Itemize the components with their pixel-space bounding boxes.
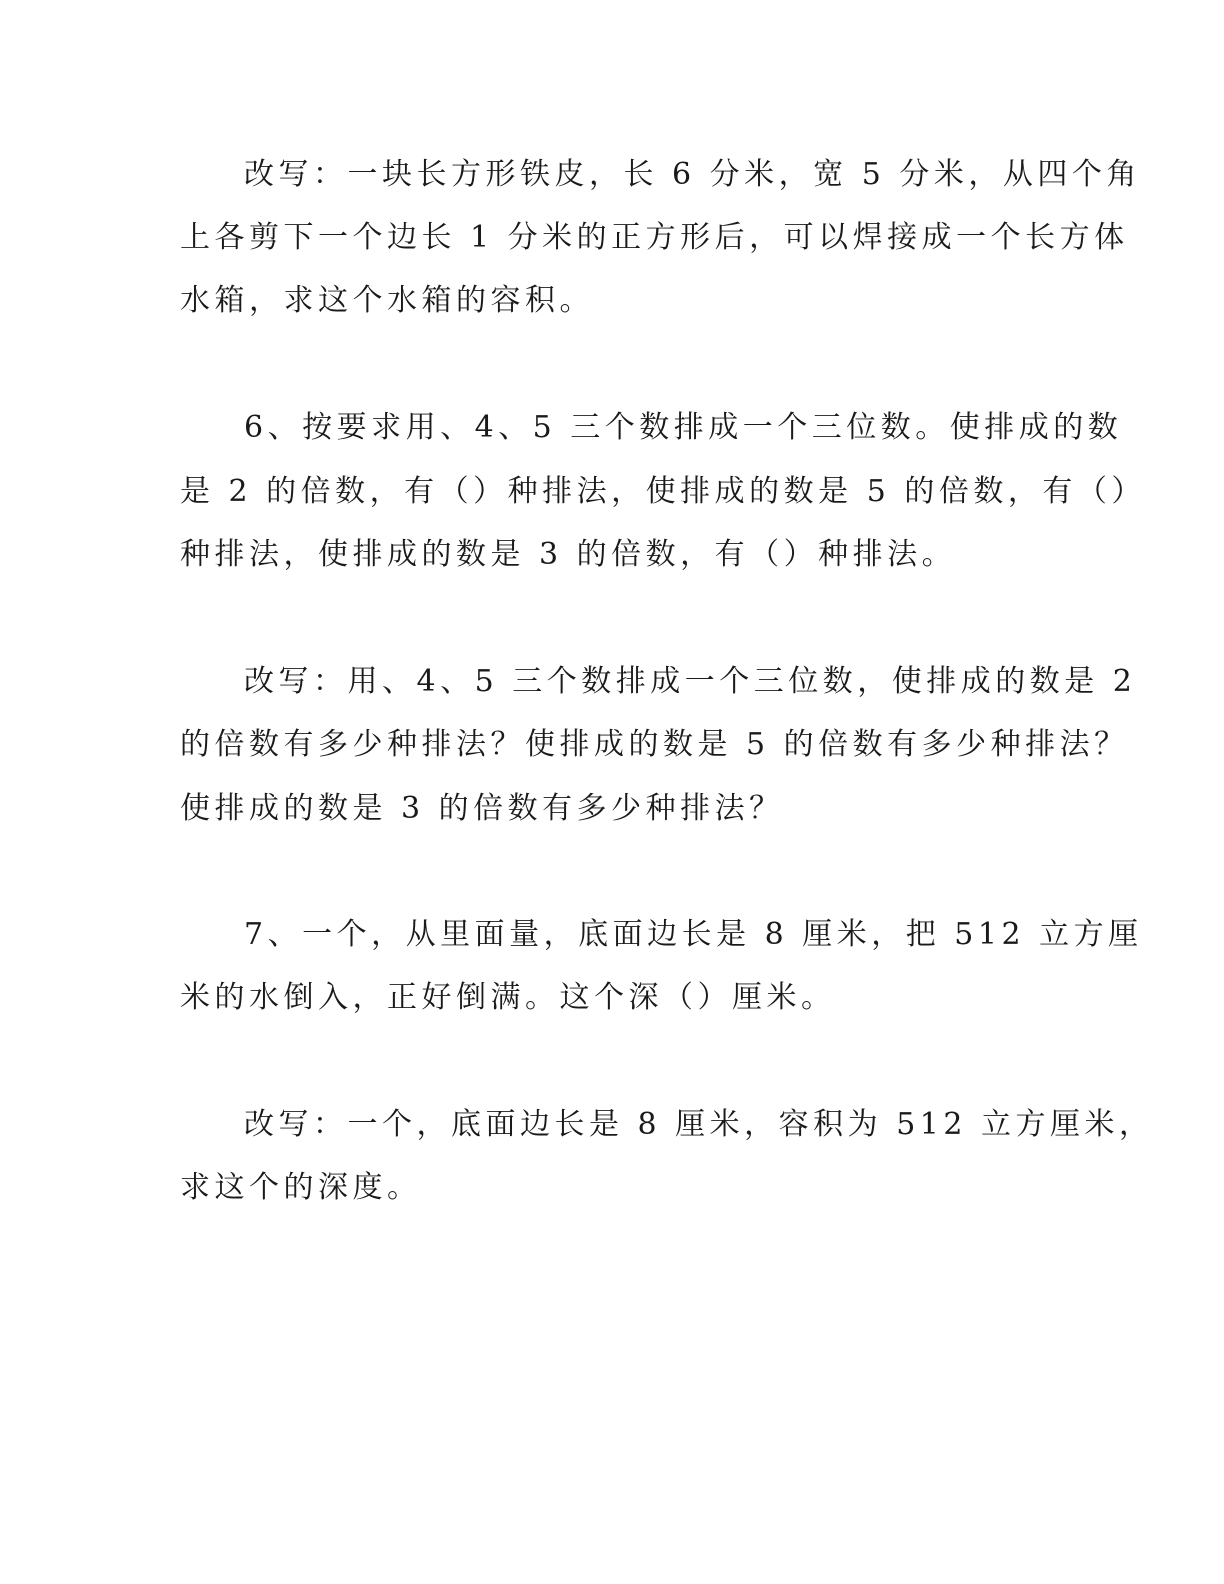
paragraph-1-line-1: 改写：一块长方形铁皮，长 6 分米，宽 5 分米，从四个角 — [244, 157, 1141, 192]
paragraph-1-line-2: 上各剪下一个边长 1 分米的正方形后，可以焊接成一个长方体 — [180, 220, 1129, 255]
paragraph-1-line-3: 水箱，求这个水箱的容积。 — [180, 283, 594, 318]
paragraph-2-line-2: 是 2 的倍数，有（）种排法，使排成的数是 5 的倍数，有（） — [180, 474, 1146, 509]
paragraph-2-line-3: 种排法，使排成的数是 3 的倍数，有（）种排法。 — [180, 537, 957, 572]
paragraph-4-line-1: 7、一个，从里面量，底面边长是 8 厘米，把 512 立方厘 — [244, 917, 1143, 952]
paragraph-2-line-1: 6、按要求用、4、5 三个数排成一个三位数。使排成的数 — [244, 410, 1123, 445]
paragraph-5-line-2: 求这个的深度。 — [180, 1170, 422, 1205]
paragraph-3-line-3: 使排成的数是 3 的倍数有多少种排法？ — [180, 791, 784, 826]
paragraph-3-line-1: 改写：用、4、5 三个数排成一个三位数，使排成的数是 2 — [244, 664, 1137, 699]
paragraph-3-line-2: 的倍数有多少种排法？使排成的数是 5 的倍数有多少种排法？ — [180, 727, 1129, 762]
paragraph-5-line-1: 改写：一个，底面边长是 8 厘米，容积为 512 立方厘米， — [244, 1107, 1154, 1142]
paragraph-4-line-2: 米的水倒入，正好倒满。这个深（）厘米。 — [180, 980, 836, 1015]
